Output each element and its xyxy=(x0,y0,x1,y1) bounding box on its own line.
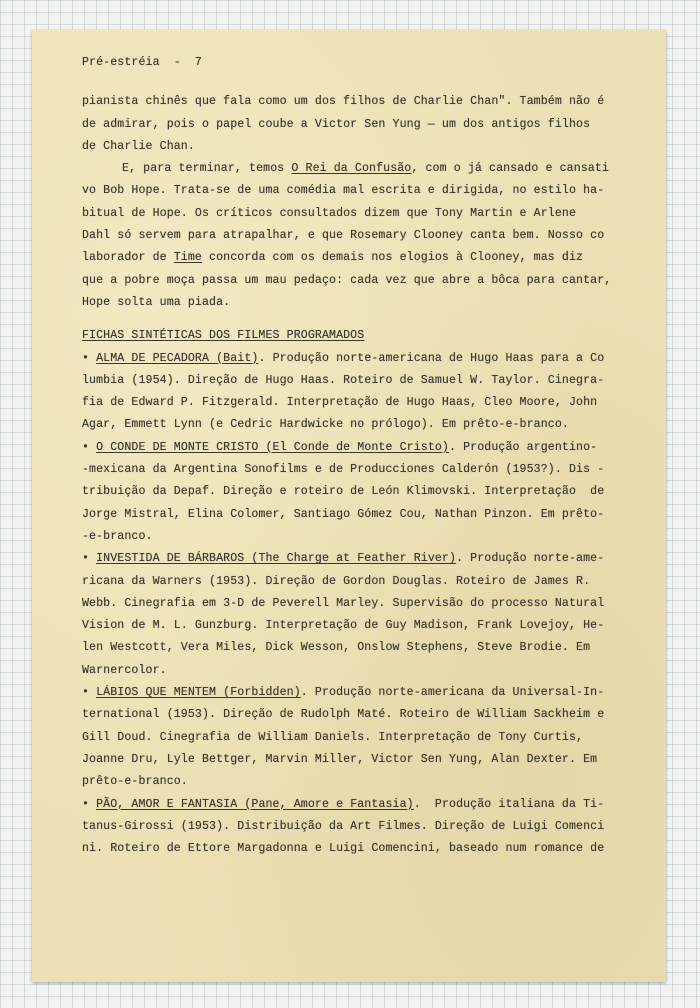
paragraph-line xyxy=(82,247,647,269)
paragraph-line xyxy=(82,158,647,180)
text-line: Joanne Dru, Lyle Bettger, Marvin Miller, Victor Sen Yung, Alan Dexter. Em xyxy=(82,752,598,766)
text-line: de admirar, pois o papel coube a Victor Sen Yung — um dos antigos filhos xyxy=(82,117,591,131)
text-line: tanus-Girossi (1953). Distribuição da Art Filmes. Direção de Luigi Comenci xyxy=(82,819,605,833)
entry-text: . Produção norte-americana de Hugo Haas para a Co xyxy=(258,351,605,365)
text-line: que a pobre moça passa um mau pedaço: cada vez que abre a bôca para cantar, xyxy=(82,273,612,287)
section-title-line xyxy=(82,325,647,347)
text-fragment: concorda com os demais nos elogios à Clooney, mas diz xyxy=(201,251,584,265)
entry-text: . Produção norte-americana da Universal-In- xyxy=(300,686,605,700)
text-line: ni. Roteiro de Ettore Margadonna e Luigi Comencini, baseado num romance de xyxy=(82,842,605,856)
text-line: ricana da Warners (1953). Direção de Gordon Douglas. Roteiro de James R. xyxy=(82,574,591,588)
entry-first-line: • ALMA DE PECADORA (Bait). Produção norte-americana de Hugo Haas para a Co xyxy=(82,351,605,365)
entry-first-line: • LÁBIOS QUE MENTEM (Forbidden). Produção norte-americana da Universal-In- xyxy=(82,686,605,700)
entry-text: . Produção norte-ame- xyxy=(456,552,605,566)
text-line: bitual de Hope. Os críticos consultados dizem que Tony Martin e Arlene xyxy=(82,206,577,220)
text-line: Dahl só servem para atrapalhar, e que Rosemary Clooney canta bem. Nosso co xyxy=(82,229,605,243)
entry-first-line: • O CONDE DE MONTE CRISTO (El Conde de Monte Cristo). Produção argentino- xyxy=(82,440,598,454)
entry-title: LÁBIOS QUE MENTEM (Forbidden) xyxy=(96,686,301,700)
film-title-underlined: O Rei da Confusão xyxy=(291,162,412,176)
text-line: fia de Edward P. Fitzgerald. Interpretação de Hugo Haas, Cleo Moore, John xyxy=(82,396,598,410)
typed-page xyxy=(32,30,666,982)
text-fragment: laborador de xyxy=(82,251,174,265)
text-line: -mexicana da Argentina Sonofilms e de Producciones Calderón (1953?). Dis - xyxy=(82,463,605,477)
text-fragment: , com o já cansado e cansati xyxy=(411,162,609,176)
entry-title: O CONDE DE MONTE CRISTO (El Conde de Monte Cristo) xyxy=(96,440,449,454)
text-line: Vision de M. L. Gunzburg. Interpretação de Guy Madison, Frank Lovejoy, He- xyxy=(82,619,605,633)
entry-title: PÃO, AMOR E FANTASIA (Pane, Amore e Fantasia) xyxy=(96,797,414,811)
text-line: Hope solta uma piada. xyxy=(82,295,231,309)
typed-text-block xyxy=(82,52,647,860)
entry-title: INVESTIDA DE BÁRBAROS (The Charge at Feather River) xyxy=(96,552,457,566)
text-line: -e-branco. xyxy=(82,529,153,543)
magazine-name-underlined: Time xyxy=(173,251,202,265)
text-line: len Westcott, Vera Miles, Dick Wesson, Onslow Stephens, Steve Brodie. Em xyxy=(82,641,591,655)
entry-first-line: • PÃO, AMOR E FANTASIA (Pane, Amore e Fantasia). Produção italiana da Ti- xyxy=(82,797,605,811)
text-line: ternational (1953). Direção de Rudolph Maté. Roteiro de William Sackheim e xyxy=(82,708,605,722)
text-line: Webb. Cinegrafia em 3-D de Peverell Marley. Supervisão do processo Natural xyxy=(82,596,605,610)
text-line: lumbia (1954). Direção de Hugo Haas. Roteiro de Samuel W. Taylor. Cinegra- xyxy=(82,373,605,387)
text-line: de Charlie Chan. xyxy=(82,139,195,153)
text-line: vo Bob Hope. Trata-se de uma comédia mal escrita e dirigida, no estilo ha- xyxy=(82,184,605,198)
text-line: tribuição da Depaf. Direção e roteiro de León Klimovski. Interpretação de xyxy=(82,485,605,499)
text-line: pianista chinês que fala como um dos filhos de Charlie Chan". Também não é xyxy=(82,95,605,109)
entry-text: . Produção italiana da Ti- xyxy=(413,797,605,811)
entry-text: . Produção argentino- xyxy=(449,440,598,454)
section-spacer xyxy=(82,314,647,325)
text-line: prêto-e-branco. xyxy=(82,775,188,789)
text-fragment: E, para terminar, temos xyxy=(122,162,292,176)
entry-title: ALMA DE PECADORA (Bait) xyxy=(96,351,259,365)
text-line: Gill Doud. Cinegrafia de William Daniels. Interpretação de Tony Curtis, xyxy=(82,730,584,744)
text-line: Jorge Mistral, Elina Colomer, Santiago Gómez Cou, Nathan Pinzon. Em prêto- xyxy=(82,507,605,521)
text-line: Warnercolor. xyxy=(82,663,167,677)
section-title: FICHAS SINTÉTICAS DOS FILMES PROGRAMADOS xyxy=(82,329,365,343)
page-header: Pré-estréia - 7 xyxy=(82,56,202,69)
entry-first-line: • INVESTIDA DE BÁRBAROS (The Charge at Feather River). Produção norte-ame- xyxy=(82,552,605,566)
text-line: Agar, Emmett Lynn (e Cedric Hardwicke no prólogo). Em prêto-e-branco. xyxy=(82,418,569,432)
